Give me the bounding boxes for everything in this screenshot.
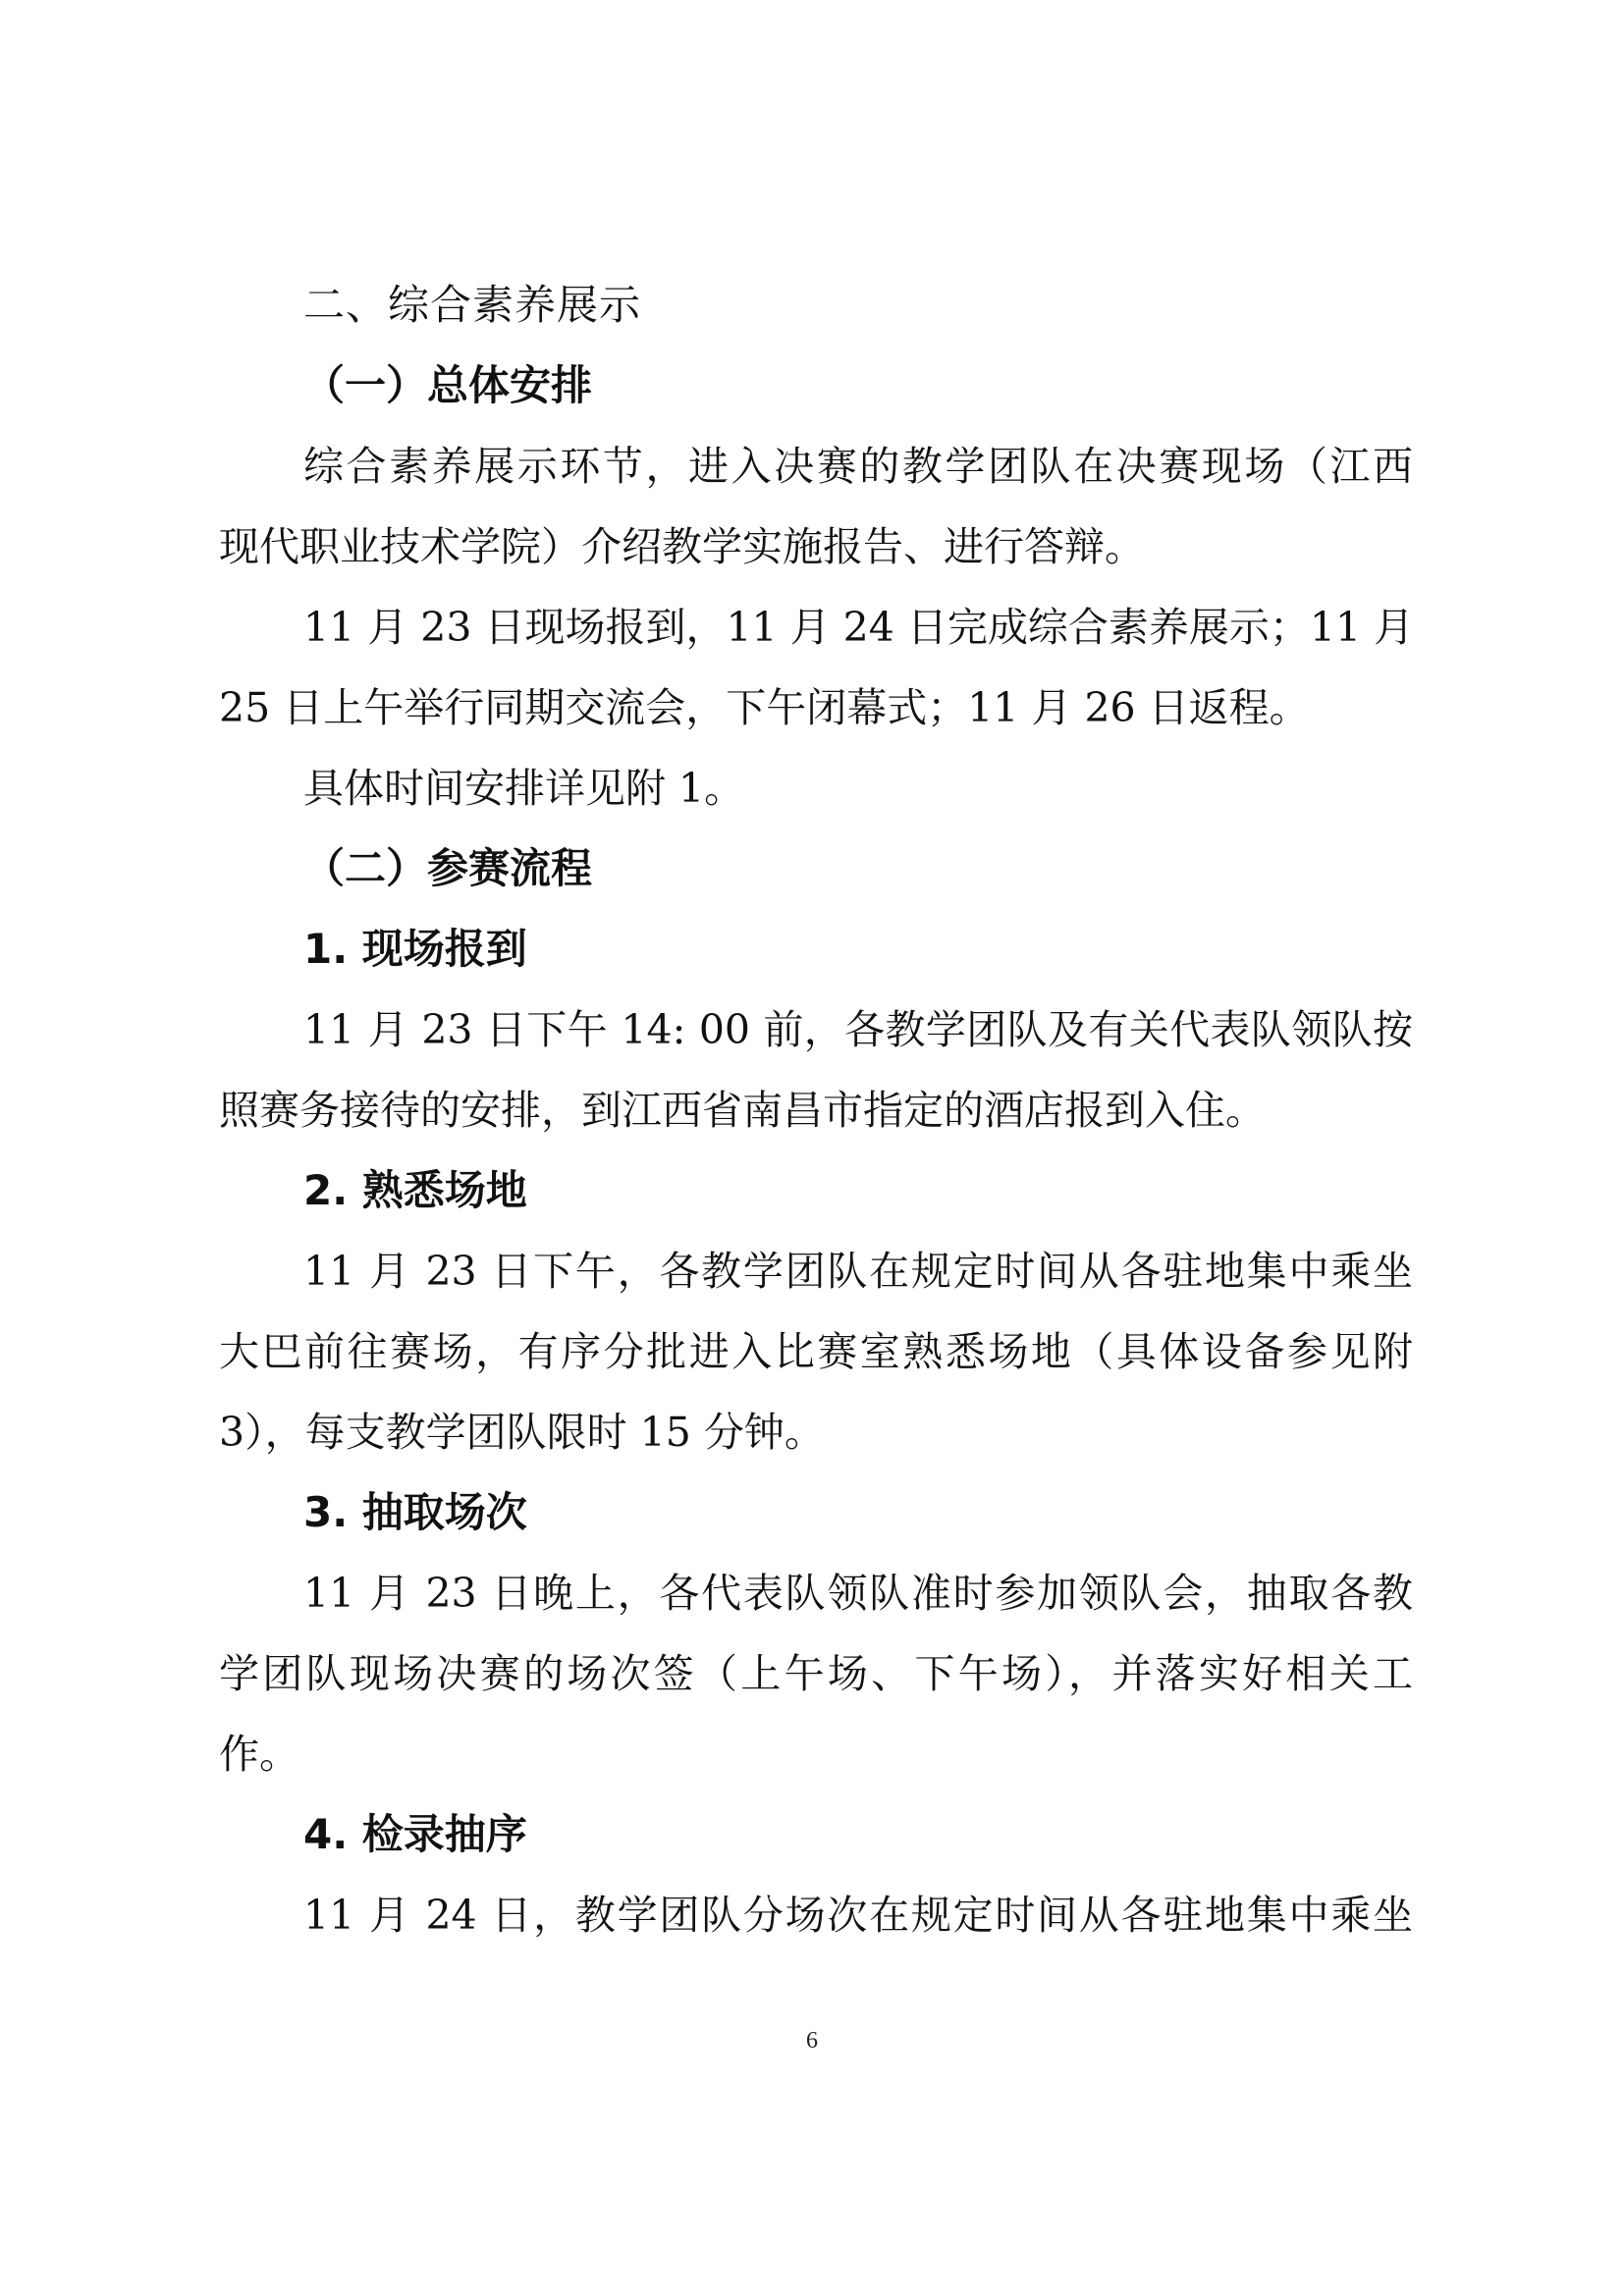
subsection-title-overall-arrangement: （一）总体安排 xyxy=(303,361,593,409)
paragraph-schedule xyxy=(219,587,1413,748)
step-title-checkin-order-draw: 4. 检录抽序 xyxy=(303,1810,527,1858)
paragraph-line: 11 月 24 日，教学团队分场次在规定时间从各驻地集中乘坐 xyxy=(303,1892,1413,1939)
paragraph-overall-intro xyxy=(219,426,1413,587)
step-title-session-draw: 3. 抽取场次 xyxy=(303,1488,527,1536)
paragraph-line: 11 月 23 日下午，各教学团队在规定时间从各驻地集中乘坐 xyxy=(303,1248,1413,1295)
paragraph-line: 具体时间安排详见附 1。 xyxy=(303,765,745,812)
page-number: 6 xyxy=(806,2028,818,2054)
section-title: 二、综合素养展示 xyxy=(303,281,642,329)
paragraph-line: 11 月 23 日下午 14: 00 前，各教学团队及有关代表队领队按 xyxy=(303,1006,1413,1053)
paragraph-line: 照赛务接待的安排，到江西省南昌市指定的酒店报到入住。 xyxy=(219,1087,1266,1134)
paragraph-line: 作。 xyxy=(219,1731,299,1778)
paragraph-onsite-registration xyxy=(219,989,1413,1150)
paragraph-session-draw xyxy=(219,1553,1413,1794)
step-title-venue-familiarization: 2. 熟悉场地 xyxy=(303,1166,527,1214)
paragraph-line: 学团队现场决赛的场次签（上午场、下午场），并落实好相关工 xyxy=(219,1650,1413,1697)
paragraph-line: 11 月 23 日晚上，各代表队领队准时参加领队会，抽取各教 xyxy=(303,1570,1413,1617)
paragraph-appendix-ref xyxy=(219,748,1413,828)
paragraph-line: 综合素养展示环节，进入决赛的教学团队在决赛现场（江西 xyxy=(303,443,1413,490)
paragraph-line: 25 日上午举行同期交流会，下午闭幕式；11 月 26 日返程。 xyxy=(219,684,1310,731)
paragraph-line: 11 月 23 日现场报到，11 月 24 日完成综合素养展示；11 月 xyxy=(303,604,1415,651)
step-title-onsite-registration: 1. 现场报到 xyxy=(303,925,527,973)
paragraph-line: 大巴前往赛场，有序分批进入比赛室熟悉场地（具体设备参见附 xyxy=(219,1328,1413,1375)
subsection-title-competition-process: （二）参赛流程 xyxy=(303,844,593,892)
document-body xyxy=(219,265,1413,1955)
paragraph-checkin-order-draw xyxy=(219,1875,1413,1955)
paragraph-line: 3），每支教学团队限时 15 分钟。 xyxy=(219,1409,825,1456)
paragraph-line: 现代职业技术学院）介绍教学实施报告、进行答辩。 xyxy=(219,523,1145,570)
paragraph-venue-familiarization xyxy=(219,1231,1413,1472)
